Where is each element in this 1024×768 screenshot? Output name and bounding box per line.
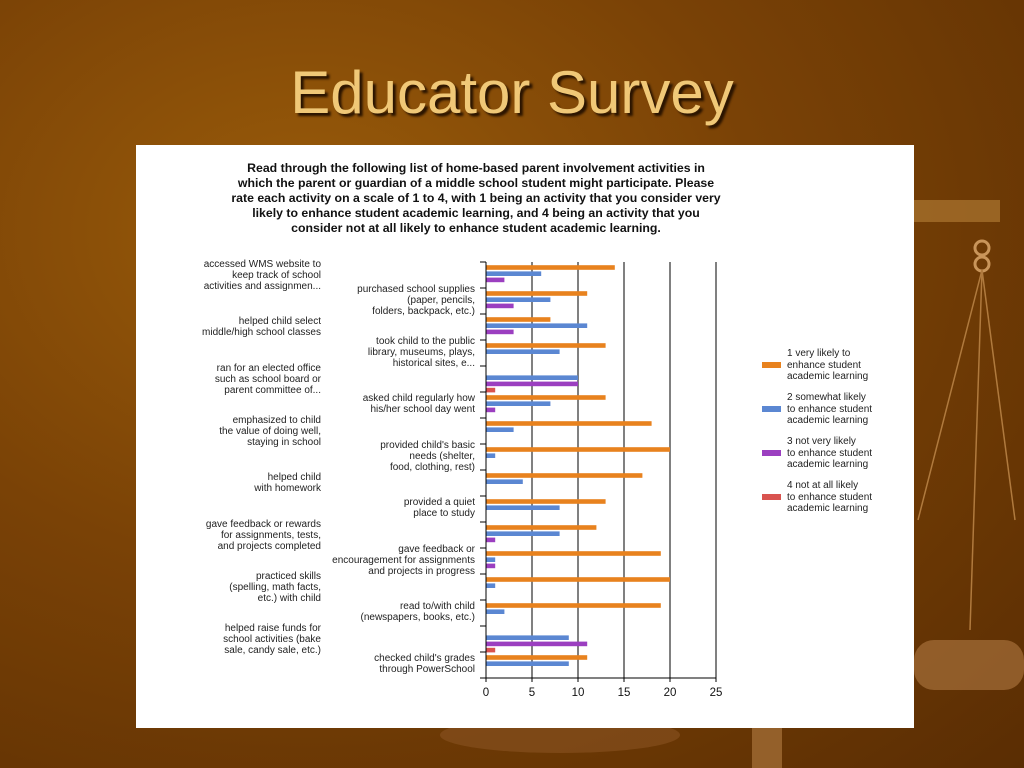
category-label-line: (spelling, math facts, bbox=[229, 581, 321, 593]
legend-swatch bbox=[762, 406, 781, 412]
category-label-line: ran for an elected office bbox=[216, 362, 321, 374]
bar bbox=[486, 278, 504, 283]
category-label bbox=[202, 316, 321, 338]
chart-title-line: likely to enhance student academic learning, and 4 being an activity that you bbox=[252, 206, 700, 220]
category-label-line: practiced skills bbox=[255, 570, 321, 582]
category-label bbox=[380, 440, 475, 473]
category-label-line: needs (shelter, bbox=[409, 450, 475, 462]
category-label-line: gave feedback or bbox=[398, 543, 475, 555]
category-label-line: read to/with child bbox=[399, 601, 475, 612]
category-label-line: took child to the public bbox=[376, 335, 475, 347]
category-label-line: (paper, pencils, bbox=[407, 294, 475, 306]
legend-item bbox=[760, 348, 910, 392]
legend-label-line: to enhance student bbox=[787, 403, 873, 415]
category-label-line: (newspapers, books, etc.) bbox=[360, 612, 475, 623]
category-label-line: checked child's grades bbox=[374, 653, 475, 664]
bar bbox=[486, 577, 670, 582]
bar bbox=[486, 479, 523, 484]
chart-legend bbox=[760, 348, 910, 524]
bar bbox=[486, 265, 615, 270]
bar bbox=[486, 375, 578, 380]
category-label-line: staying in school bbox=[247, 436, 321, 448]
legend-item bbox=[760, 392, 910, 436]
category-label bbox=[215, 363, 321, 396]
legend-label-line: 3 not very likely bbox=[787, 436, 856, 447]
legend-label-line: academic learning bbox=[787, 415, 869, 426]
x-tick-label: 10 bbox=[571, 687, 585, 699]
chart-title-line: which the parent or guardian of a middle school student might participate. Please bbox=[237, 176, 715, 190]
category-label-line: etc.) with child bbox=[257, 592, 321, 604]
bar bbox=[486, 291, 587, 296]
category-label-line: for assignments, tests, bbox=[220, 529, 321, 541]
legend-swatch bbox=[762, 450, 781, 456]
category-label-line: activities and assignmen... bbox=[203, 280, 321, 292]
bar bbox=[486, 304, 514, 309]
x-tick-label: 5 bbox=[528, 687, 536, 699]
category-label-line: and projects in progress bbox=[368, 565, 475, 577]
legend-label-line: enhance student bbox=[787, 359, 861, 371]
x-tick-label: 25 bbox=[709, 687, 723, 699]
category-label bbox=[223, 623, 321, 656]
legend-label-line: 2 somewhat likely bbox=[787, 392, 866, 403]
category-label-line: his/her school day went bbox=[370, 404, 475, 415]
bar bbox=[486, 427, 514, 432]
category-label-line: sale, candy sale, etc.) bbox=[224, 644, 321, 656]
category-label-line: school activities (bake bbox=[223, 633, 321, 645]
bar bbox=[486, 531, 560, 536]
legend-label-line: academic learning bbox=[787, 459, 869, 470]
bar bbox=[486, 661, 569, 666]
legend-label-line: academic learning bbox=[787, 503, 869, 514]
bar bbox=[486, 505, 560, 510]
legend-label bbox=[787, 392, 907, 427]
bar bbox=[486, 297, 550, 302]
bar bbox=[486, 564, 495, 569]
category-label-line: library, museums, plays, bbox=[367, 346, 475, 358]
bar bbox=[486, 525, 596, 530]
category-label-line: such as school board or bbox=[214, 373, 321, 385]
x-tick-label: 20 bbox=[663, 687, 677, 699]
slide-title: Educator Survey bbox=[290, 59, 734, 126]
legend-swatch bbox=[762, 494, 781, 500]
category-label-line: the value of doing well, bbox=[219, 425, 321, 437]
category-label-line: helped child select bbox=[238, 316, 321, 327]
category-label-line: provided child's basic bbox=[380, 439, 475, 451]
category-label bbox=[332, 544, 475, 577]
chart-title-line: Read through the following list of home-based parent involvement activities in bbox=[247, 161, 705, 175]
bar bbox=[486, 635, 569, 640]
category-label-line: encouragement for assignments bbox=[332, 554, 475, 566]
legend-item bbox=[760, 480, 910, 524]
bar bbox=[486, 388, 495, 393]
category-label bbox=[363, 393, 475, 415]
legend-label-line: 1 very likely to bbox=[787, 348, 851, 359]
legend-label-line: academic learning bbox=[787, 371, 869, 382]
category-label bbox=[204, 259, 321, 292]
bar bbox=[486, 538, 495, 543]
chart-title-line: rate each activity on a scale of 1 to 4, with 1 being an activity that you consider very bbox=[231, 191, 721, 205]
category-label-line: accessed WMS website to bbox=[203, 258, 321, 270]
bar bbox=[486, 648, 495, 653]
bar bbox=[486, 271, 541, 276]
bar bbox=[486, 499, 606, 504]
category-label bbox=[229, 571, 321, 604]
category-label-line: food, clothing, rest) bbox=[389, 461, 475, 473]
legend-label bbox=[787, 436, 907, 471]
category-label bbox=[361, 601, 476, 623]
chart-title-line: consider not at all likely to enhance student academic learning. bbox=[291, 221, 661, 235]
bar bbox=[486, 609, 504, 614]
category-label-line: middle/high school classes bbox=[202, 327, 321, 338]
bar bbox=[486, 323, 587, 328]
bar bbox=[486, 642, 587, 647]
legend-label bbox=[787, 348, 907, 383]
bar bbox=[486, 551, 661, 556]
bar bbox=[486, 349, 560, 354]
category-label-line: parent committee of... bbox=[224, 384, 321, 396]
category-label-line: helped child bbox=[267, 472, 321, 483]
bar bbox=[486, 330, 514, 335]
bar bbox=[486, 421, 652, 426]
bar bbox=[486, 453, 495, 458]
category-label-line: historical sites, e... bbox=[392, 357, 475, 369]
category-label bbox=[404, 497, 475, 519]
legend-item bbox=[760, 436, 910, 480]
bar bbox=[486, 603, 661, 608]
legend-label-line: 4 not at all likely bbox=[787, 480, 859, 491]
chart-title bbox=[176, 161, 776, 236]
chart-panel bbox=[136, 145, 914, 728]
legend-label-line: to enhance student bbox=[787, 447, 873, 459]
bar bbox=[486, 395, 606, 400]
bar bbox=[486, 583, 495, 588]
legend-swatch bbox=[762, 362, 781, 368]
legend-label bbox=[787, 480, 907, 515]
bar bbox=[486, 317, 550, 322]
bar bbox=[486, 473, 642, 478]
category-label bbox=[254, 472, 321, 494]
legend-label-line: to enhance student bbox=[787, 491, 873, 503]
bar bbox=[486, 382, 578, 387]
bar bbox=[486, 655, 587, 660]
category-label-line: purchased school supplies bbox=[357, 283, 475, 295]
category-label-line: place to study bbox=[413, 508, 475, 519]
bar bbox=[486, 401, 550, 406]
category-label-line: gave feedback or rewards bbox=[205, 518, 321, 530]
category-label-line: through PowerSchool bbox=[379, 664, 475, 675]
category-label-line: with homework bbox=[254, 483, 321, 494]
category-label-line: helped raise funds for bbox=[224, 622, 321, 634]
category-label bbox=[357, 284, 475, 317]
category-label-line: folders, backpack, etc.) bbox=[372, 305, 475, 317]
bar bbox=[486, 557, 495, 562]
category-label bbox=[374, 653, 475, 675]
bar bbox=[486, 447, 670, 452]
category-label-line: emphasized to child bbox=[232, 414, 321, 426]
category-label-line: provided a quiet bbox=[403, 497, 475, 508]
bar bbox=[486, 408, 495, 413]
category-label-line: and projects completed bbox=[217, 540, 321, 552]
category-label bbox=[368, 336, 475, 369]
category-label bbox=[206, 519, 321, 552]
category-label-line: keep track of school bbox=[232, 269, 321, 281]
category-label bbox=[219, 415, 321, 448]
bar bbox=[486, 343, 606, 348]
x-tick-label: 15 bbox=[617, 687, 631, 699]
category-label-line: asked child regularly how bbox=[362, 393, 475, 404]
x-tick-label: 0 bbox=[482, 687, 490, 699]
